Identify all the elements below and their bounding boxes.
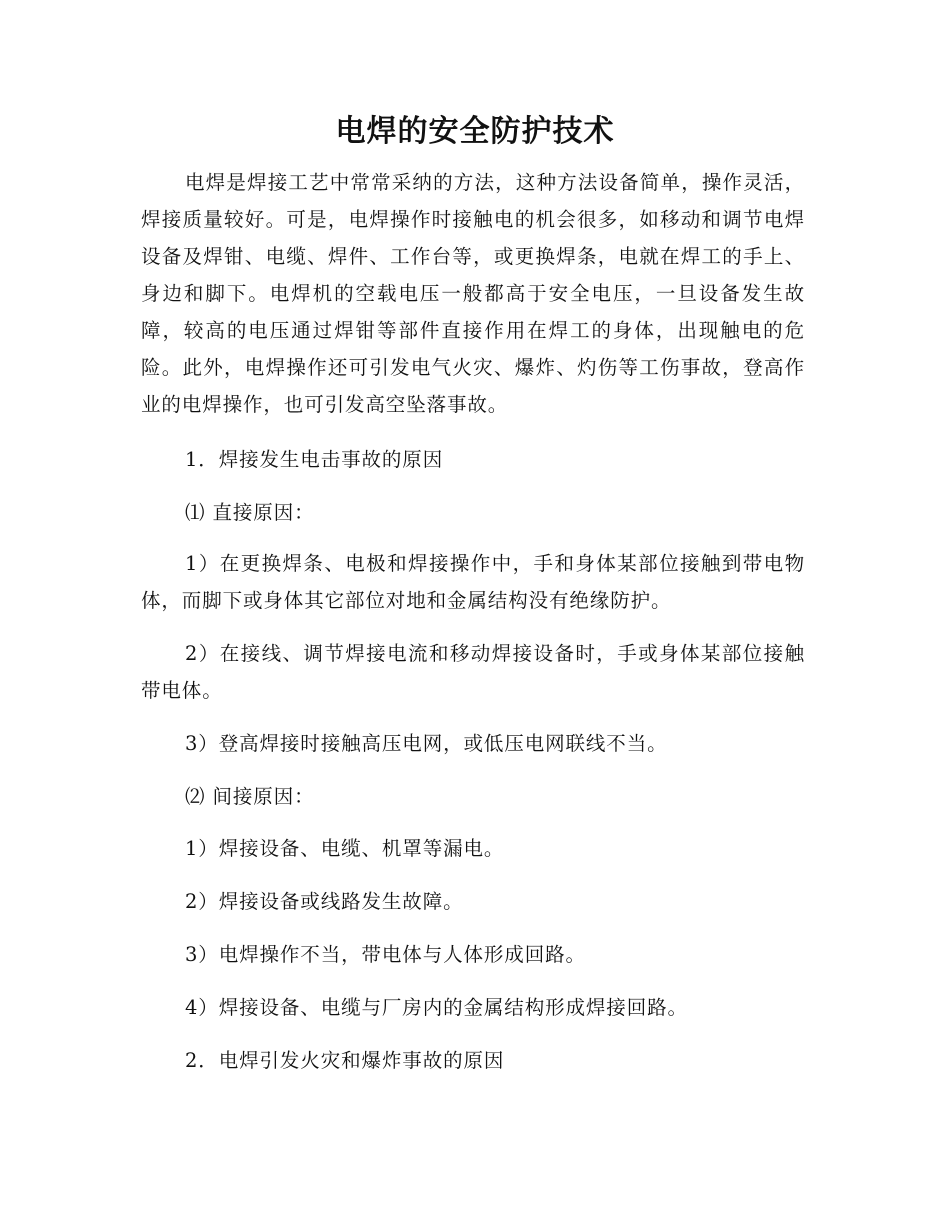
section-heading-1: 1．焊接发生电击事故的原因 <box>185 448 444 471</box>
indirect-cause-item-2: 2）焊接设备或线路发生故障。 <box>185 890 464 913</box>
intro-paragraph: 电焊是焊接工艺中常常采纳的方法，这种方法设备简单，操作灵活，焊接质量较好。可是，电焊操作时接触电的机会很多，如移动和调节电焊设备及焊钳、电缆、焊件、工作台等，或更换焊条，电就在焊工的手上、身边和脚下。电焊机的空载电压一般都高于安全电压，一旦设备发生故障，较高的电压通过焊钳等部件直接作用在焊工的身体，出现触电的危险。此外，电焊操作还可引发电气火灾、爆炸、灼伤等工伤事故，登高作业的电焊操作，也可引发高空坠落事故。 <box>141 171 805 416</box>
subsection-direct-causes: ⑴ 直接原因： <box>185 501 315 524</box>
indirect-cause-item-3: 3）电焊操作不当，带电体与人体形成回路。 <box>185 943 586 966</box>
indirect-cause-item-1: 1）焊接设备、电缆、机罩等漏电。 <box>185 837 505 860</box>
subsection-indirect-causes: ⑵ 间接原因： <box>185 785 315 808</box>
indirect-cause-item-4: 4）焊接设备、电缆与厂房内的金属结构形成焊接回路。 <box>185 996 688 1019</box>
direct-cause-item-2: 2）在接线、调节焊接电流和移动焊接设备时，手或身体某部位接触带电体。 <box>141 642 805 702</box>
document-title: 电焊的安全防护技术 <box>335 114 615 149</box>
section-heading-2: 2．电焊引发火灾和爆炸事故的原因 <box>185 1049 505 1072</box>
direct-cause-item-3: 3）登高焊接时接触高压电网，或低压电网联线不当。 <box>185 732 668 755</box>
direct-cause-item-1: 1）在更换焊条、电极和焊接操作中，手和身体某部位接触到带电物体，而脚下或身体其它部位对地和金属结构没有绝缘防护。 <box>141 552 805 612</box>
